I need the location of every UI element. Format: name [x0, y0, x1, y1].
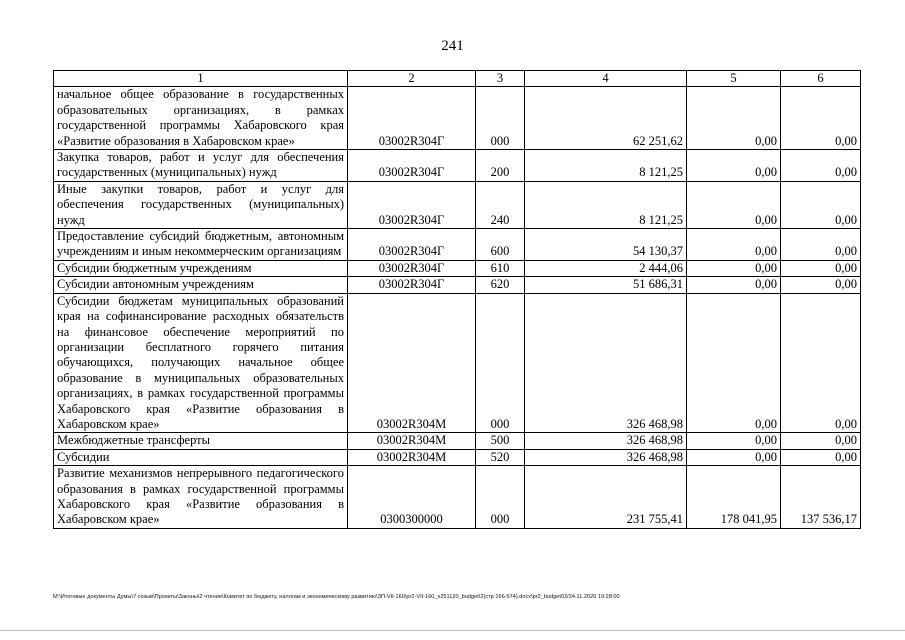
- row-description: Субсидии: [54, 449, 348, 465]
- row-code: 03002R304Г: [348, 277, 476, 293]
- row-value-5: 0,00: [687, 87, 781, 150]
- table-row: [54, 466, 861, 529]
- row-value-6: 137 536,17: [781, 466, 861, 529]
- row-description: Субсидии бюджетам муниципальных образований края на софинансирование расходных обязательств на финансовое обеспечение мероприятий по организации бесплатного горячего питания обучающихся, получающих начальное общее образование в муниципальных образовательных организациях, в рамках государственной программы Хабаровского края «Развитие образования в Хабаровском крае»: [54, 293, 348, 433]
- row-value-5: 0,00: [687, 293, 781, 433]
- row-value-5: 0,00: [687, 150, 781, 182]
- row-type: 500: [476, 433, 525, 449]
- row-description: Закупка товаров, работ и услуг для обеспечения государственных (муниципальных) нужд: [54, 150, 348, 182]
- row-type: 000: [476, 293, 525, 433]
- row-value-4: 8 121,25: [525, 150, 687, 182]
- row-value-6: 0,00: [781, 150, 861, 182]
- row-description: Предоставление субсидий бюджетным, автономным учреждениям и иным некоммерческим организациям: [54, 229, 348, 261]
- row-type: 520: [476, 449, 525, 465]
- column-header-3: 3: [476, 71, 525, 87]
- row-value-6: 0,00: [781, 277, 861, 293]
- row-value-5: 0,00: [687, 449, 781, 465]
- row-code: 03002R304Г: [348, 229, 476, 261]
- column-header-6: 6: [781, 71, 861, 87]
- row-type: 600: [476, 229, 525, 261]
- row-code: 03002R304Г: [348, 181, 476, 228]
- row-description: Субсидии автономным учреждениям: [54, 277, 348, 293]
- row-description: Иные закупки товаров, работ и услуг для обеспечения государственных (муниципальных) нужд: [54, 181, 348, 228]
- row-code: 03002R304М: [348, 449, 476, 465]
- table-row: [54, 150, 861, 182]
- table-row: [54, 260, 861, 276]
- row-description: Субсидии бюджетным учреждениям: [54, 260, 348, 276]
- row-value-5: 0,00: [687, 277, 781, 293]
- row-type: 240: [476, 181, 525, 228]
- row-value-5: 0,00: [687, 260, 781, 276]
- column-header-2: 2: [348, 71, 476, 87]
- row-code: 03002R304М: [348, 433, 476, 449]
- row-type: 610: [476, 260, 525, 276]
- row-value-4: 326 468,98: [525, 293, 687, 433]
- row-value-5: 0,00: [687, 181, 781, 228]
- row-value-5: 0,00: [687, 433, 781, 449]
- row-value-4: 51 686,31: [525, 277, 687, 293]
- row-code: 03002R304М: [348, 293, 476, 433]
- row-value-4: 231 755,41: [525, 466, 687, 529]
- row-value-5: 0,00: [687, 229, 781, 261]
- table-row: [54, 87, 861, 150]
- row-value-4: 2 444,06: [525, 260, 687, 276]
- row-value-6: 0,00: [781, 181, 861, 228]
- row-value-6: 0,00: [781, 449, 861, 465]
- row-code: 03002R304Г: [348, 260, 476, 276]
- row-code: 0300300000: [348, 466, 476, 529]
- row-type: 000: [476, 87, 525, 150]
- table-row: [54, 277, 861, 293]
- row-value-5: 178 041,95: [687, 466, 781, 529]
- column-header-5: 5: [687, 71, 781, 87]
- row-value-4: 326 468,98: [525, 449, 687, 465]
- table-row: [54, 293, 861, 433]
- table-row: [54, 433, 861, 449]
- row-value-6: 0,00: [781, 260, 861, 276]
- table-row: [54, 229, 861, 261]
- row-description: начальное общее образование в государственных образовательных организациях, в рамках государственной программы Хабаровского края «Развитие образования в Хабаровском крае»: [54, 87, 348, 150]
- budget-table: [53, 70, 861, 529]
- page-number: 241: [441, 38, 464, 54]
- row-value-4: 326 468,98: [525, 433, 687, 449]
- row-code: 03002R304Г: [348, 87, 476, 150]
- row-type: 620: [476, 277, 525, 293]
- row-description: Межбюджетные трансферты: [54, 433, 348, 449]
- row-value-6: 0,00: [781, 229, 861, 261]
- page-bottom-divider: [0, 630, 905, 631]
- header-row: [54, 71, 861, 87]
- row-value-4: 8 121,25: [525, 181, 687, 228]
- row-value-4: 54 130,37: [525, 229, 687, 261]
- row-value-6: 0,00: [781, 293, 861, 433]
- table-row: [54, 449, 861, 465]
- row-value-4: 62 251,62: [525, 87, 687, 150]
- row-code: 03002R304Г: [348, 150, 476, 182]
- row-value-6: 0,00: [781, 433, 861, 449]
- table-row: [54, 181, 861, 228]
- row-type: 000: [476, 466, 525, 529]
- column-header-4: 4: [525, 71, 687, 87]
- row-type: 200: [476, 150, 525, 182]
- row-value-6: 0,00: [781, 87, 861, 150]
- row-description: Развитие механизмов непрерывного педагогического образования в рамках государственной программы Хабаровского края «Развитие образования в Хабаровском крае»: [54, 466, 348, 529]
- footer-file-path: M:\Итоговые документы Думы\7 созыв\Проекты\Законы\2 чтение\Комитет по бюджету, налогам и экономическому развитию\ЗП-VII-160\pr2-VII-160_v251120_budget\2(стр 166-574).docx\pr2_budget02/24.11.2020 19:28:00: [53, 594, 620, 600]
- column-header-1: 1: [54, 71, 348, 87]
